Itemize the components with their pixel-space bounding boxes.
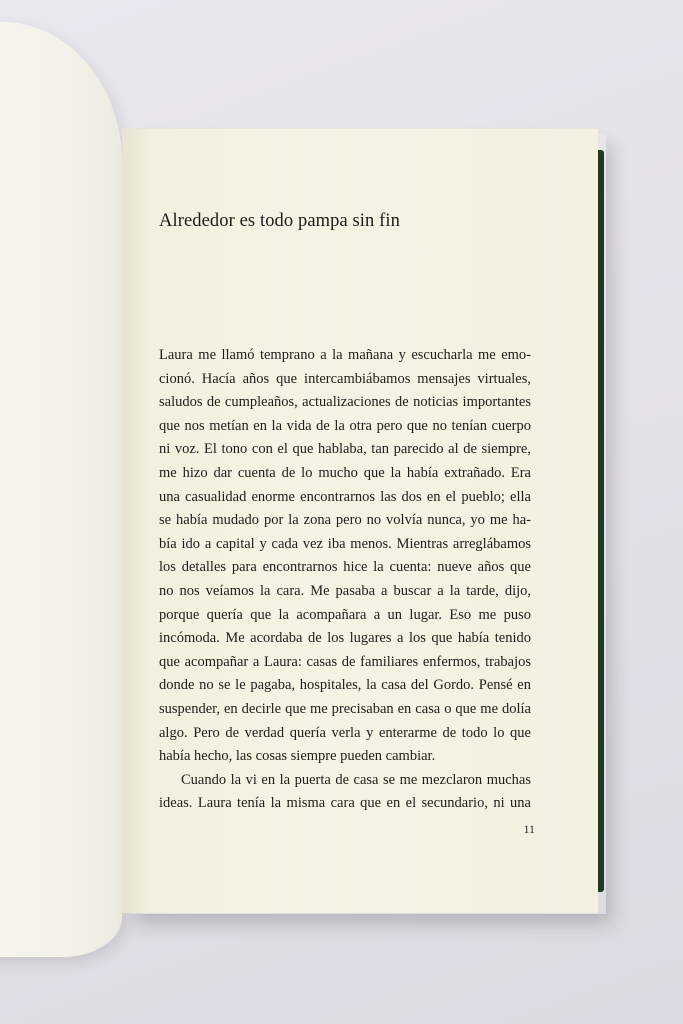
text-line: porque quería que la acompañara a un lugar. Eso me puso (159, 606, 531, 623)
text-line: algo. Pero de verdad quería verla y enterarme de todo lo que (159, 724, 531, 741)
body-text (159, 344, 531, 816)
left-page (0, 22, 122, 957)
text-line: ni voz. El tono con el que hablaba, tan parecido al de siempre, (159, 441, 531, 458)
text-line: Cuando la vi en la puerta de casa se me mezclaron muchas (181, 771, 531, 788)
text-line: Laura me llamó temprano a la mañana y escucharla me emo- (159, 347, 531, 363)
show-through-text (350, 214, 530, 344)
text-line: me hizo dar cuenta de lo mucho que la había extrañado. Era (159, 464, 531, 481)
text-line: incómoda. Me acordaba de los lugares a los que había tenido (159, 630, 531, 647)
text-line: ideas. Laura tenía la misma cara que en el secundario, ni una (159, 795, 531, 812)
text-line: suspender, en decirle que me precisaban en casa o que me dolía (159, 700, 531, 717)
text-line: bía ido a capital y cada vez iba menos. Mientras arreglábamos (159, 535, 531, 552)
text-line: saludos de cumpleaños, actualizaciones de noticias importantes (159, 394, 531, 411)
text-line: donde no se le pagaba, hospitales, la casa del Gordo. Pensé en (159, 677, 531, 694)
text-line: no nos veíamos la cara. Me pasaba a buscar a la tarde, dijo, (159, 582, 531, 599)
text-line: que acompañar a Laura: casas de familiares enfermos, trabajos (159, 653, 531, 670)
text-line: se había mudado por la zona pero no volvía nunca, yo me ha- (159, 512, 531, 529)
text-line: cionó. Hacía años que intercambiábamos mensajes virtuales, (159, 370, 531, 387)
text-line: había hecho, las cosas siempre pueden cambiar. (159, 748, 436, 765)
chapter-title: Alrededor es todo pampa sin fin (159, 211, 400, 231)
text-line: que nos metían en la vida de la otra pero que no tenían cuerpo (159, 417, 531, 434)
text-line: los detalles para encontrarnos hice la cuenta: nueve años que (159, 559, 531, 576)
text-line: una casualidad enorme encontrarnos las dos en el pueblo; ella (159, 488, 531, 505)
page-number: 11 (523, 822, 535, 836)
